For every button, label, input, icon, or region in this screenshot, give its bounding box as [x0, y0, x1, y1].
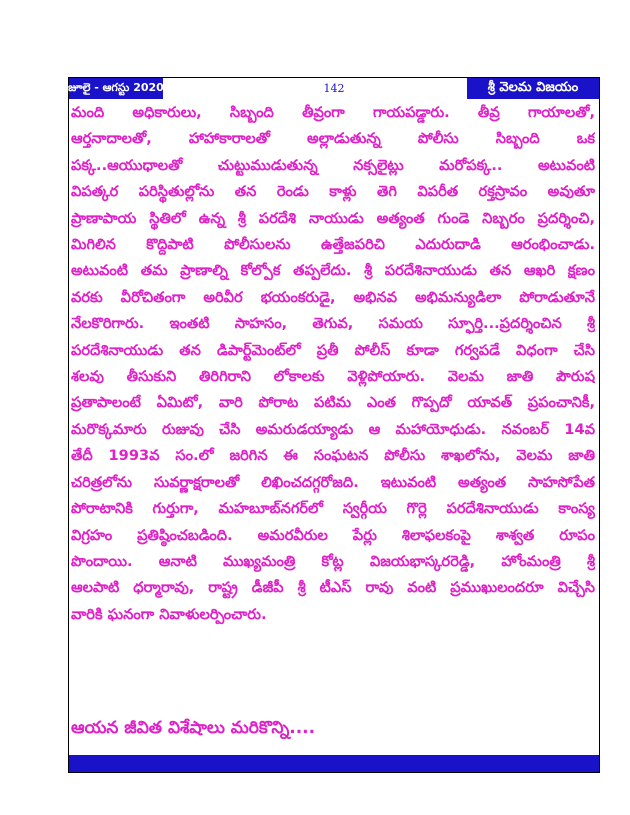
- body-line: పరదేశినాయుడు తన డిపార్ట్‌మెంట్‌లో ప్రతీ పోలీస్ కూడా గర్వపడే విధంగా చేసి: [71, 341, 595, 359]
- body-line: విగ్రహం ప్రతిష్ఠించబడింది. అమరవీరుల పేర్లు శిలాఫలకంపై శాశ్వత రూపం: [71, 526, 595, 544]
- body-line: వరకు వీరోచితంగా అరివీర భయంకరుడై, అభినవ అభిమన్యుడిలా పోరాడుతూనే: [71, 288, 595, 306]
- article-body: [71, 100, 595, 628]
- body-line: ప్రతాపాలంటే ఏమిటో, వారి పోరాట పటిమ ఎంత గొప్పదో యావత్ ప్రపంచానికీ,: [71, 394, 595, 412]
- body-line: అటువంటి తమ ప్రాణాల్ని కోల్పోక తప్పలేదు. శ్రీ పరదేశినాయుడు తన ఆఖరి క్షణం: [71, 262, 595, 280]
- body-line: ఆర్తనాదాలతో, హాహాకారాలతో అల్లాడుతున్న పోలీసు సిబ్బంది ఒక: [71, 130, 595, 148]
- body-line: చరిత్రలోను సువర్ణాక్షరాలతో లిఖించదగ్గరోజది. ఇటువంటి అత్యంత సాహసోపేత: [71, 473, 595, 491]
- body-line: శలవు తీసుకుని తిరిగిరాని లోకాలకు వెళ్లిపోయారు. వెలమ జాతి పౌరుష: [71, 368, 595, 386]
- page-frame: [68, 77, 600, 773]
- body-line: ప్రాణాపాయ స్థితిలో ఉన్న శ్రీ పరదేశి నాయుడు అత్యంత గుండె నిబ్బరం ప్రదర్శించి,: [71, 209, 595, 227]
- body-line: మరొక్కమారు రుజువు చేసి అమరుడయ్యాడు ఆ మహాయోధుడు. నవంబర్ 14వ: [71, 420, 595, 438]
- header-bar: [69, 78, 599, 99]
- body-line: నేలకొరిగారు. ఇంతటి సాహసం, తెగువ, సమయ స్ఫూర్తి...ప్రదర్శించిన శ్రీ: [71, 315, 595, 333]
- magazine-title: శ్రీ వెలమ విజయం: [467, 78, 599, 99]
- page-number: 142: [323, 82, 345, 95]
- closing-line: ఆయన జీవిత విశేషాలు మరికొన్ని....: [71, 718, 316, 738]
- body-line: పోరాటానికి గుర్తుగా, మహబూబ్‌నగర్‌లో స్వర్గీయ గొర్లె పరదేశినాయుడు కాంస్య: [71, 500, 595, 518]
- body-line: తేదీ 1993వ సం.లో జరిగిన ఈ సంఘటన పోలీసు శాఖలోను, వెలమ జాతి: [71, 447, 595, 465]
- issue-label: జూలై - ఆగస్టు 2020: [69, 78, 163, 99]
- body-line: ఆలపాటి ధర్మారావు, రాష్ట్ర డీజీపీ శ్రీ టీఎస్ రావు వంటి ప్రముఖులందరూ విచ్చేసి: [71, 579, 595, 597]
- body-line: పొందాయి. ఆనాటి ముఖ్యమంత్రి కోట్ల విజయభాస్కరరెడ్డి, హోంమంత్రి శ్రీ: [71, 552, 595, 570]
- body-line: మిగిలిన కొద్దిపాటి పోలీసులను ఉత్తేజపరిచి ఎదురుదాడి ఆరంభించాడు.: [71, 236, 595, 254]
- body-line: వారికి ఘనంగా నివాళులర్పించారు.: [71, 605, 267, 623]
- body-line: పక్క..ఆయుధాలతో చుట్టుముడుతున్న నక్సలైట్లు మరోపక్క.. అటువంటి: [71, 156, 595, 174]
- footer-bar: [69, 755, 599, 772]
- body-line: విపత్కర పరిస్థితుల్లోను తన రెండు కాళ్లు తెగి విపరీత రక్తస్రావం అవుతూ: [71, 183, 595, 201]
- body-line: మంది అధికారులు, సిబ్బంది తీవ్రంగా గాయపడ్డారు. తీవ్ర గాయాలతో,: [71, 104, 595, 121]
